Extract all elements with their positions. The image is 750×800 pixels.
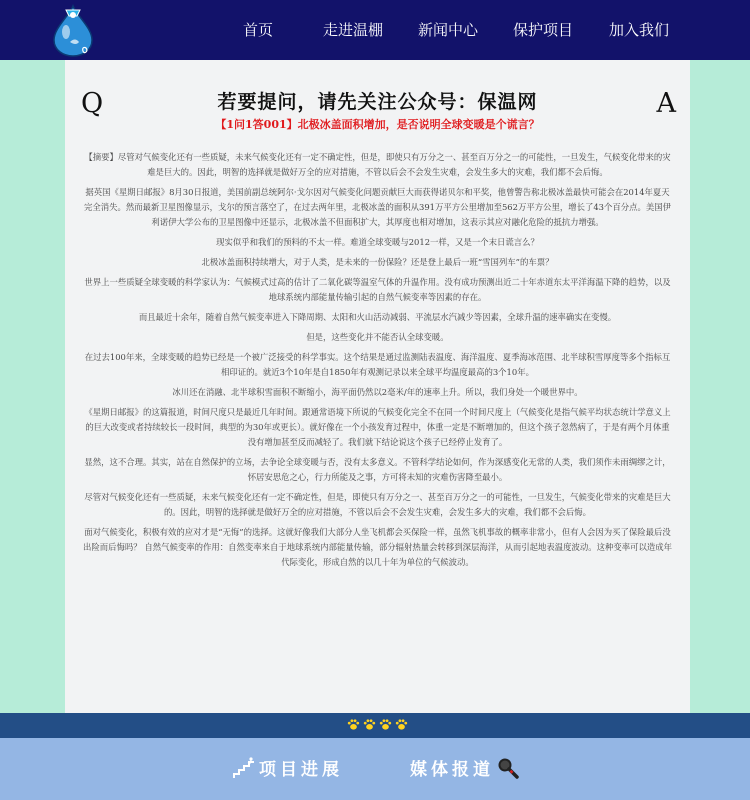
nav-item-projects[interactable]: 保护项目: [513, 21, 574, 39]
article-body: [83, 150, 672, 575]
article-paragraph: 但是，这些变化并不能否认全球变暖。: [306, 332, 449, 342]
article-paragraph: 冰川还在消融、北半球积雪面积不断缩小，海平面仍然以2毫米/年的速率上升。所以，我们身处一个暖世界中。: [172, 387, 583, 397]
logo-drop-icon[interactable]: [50, 2, 96, 58]
project-progress-label: 项目进展: [259, 760, 343, 780]
page-title: 若要提问，请先关注公众号：保温网: [217, 91, 538, 113]
article-paragraph: 显然，这不合理。其实，站在自然保护的立场，去争论全球变暖与否，没有太多意义。不管科学结论如何，作为深感变化无常的人类，我们须作未雨绸缪之计，怀居安思危之心，行力所能及之事，方可将未知的灾难伤害降至最小。: [84, 457, 671, 482]
media-report-label: 媒体报道: [410, 760, 494, 780]
paw-icon: [379, 718, 392, 731]
bottom-links: [0, 738, 750, 800]
article-paragraph: 尽管对气候变化还有一些质疑，未来气候变化还有一定不确定性，但是，即使只有万分之一、甚至百万分之一的可能性，一旦发生，气候变化带来的灾难是巨大的。因此，明智的选择就是做好万全的应对措施，不管以后会不会发生灾难，会发生多大的灾难，我们都不会后悔。: [84, 492, 671, 517]
paw-decoration: [347, 718, 408, 732]
article-paragraph: 面对气候变化，积极有效的应对才是“无悔”的选择。这就好像我们大部分人坐飞机都会买保险一样，虽然飞机事故的概率非常小，但有人会因为买了保险最后没出险而后悔吗？ 自然气候变率的作用：自然变率来自于地球系统内部能量传输，部分辐射热量会转移到深层海洋，从而引起地表温度波动。这种变率可以造成年代际变化，形成自然的以几十年为单位的气候波动。: [83, 527, 672, 567]
article-paragraph: 北极冰盖面积持续增大，对于人类，是未来的一份保险？还是登上最后一班“雪国列车”的车票？: [201, 257, 554, 267]
article-paragraph: 世界上一些质疑全球变暖的科学家认为：气候模式过高的估计了二氧化碳等温室气体的升温作用。没有成功预测出近二十年赤道东太平洋海温下降的趋势，以及地球系统内部能量传输引起的自然气候变率等因素的存在。: [84, 277, 671, 302]
article-paragraph: 《星期日邮报》的这篇报道，时间尺度只是最近几年时间。跟通常语境下所说的气候变化完全不在同一个时间尺度上（气候变化是指气候平均状态统计学意义上的巨大改变或者持续较长一段时间，典型的为30年或更长）。就好像在一个小孩发育过程中，体重一定是不断增加的，但这个孩子忽然病了，于是有两个月体重没有增加甚至反而减轻了。我们就下结论说这个孩子已经停止发育了。: [84, 407, 671, 447]
top-navigation: [0, 0, 750, 60]
article-paragraph: 而且最近十余年，随着自然气候变率进入下降周期、太阳和火山活动减弱、平流层水汽减少等因素，全球升温的速率确实在变慢。: [138, 312, 617, 322]
article-paragraph: 在过去100年来，全球变暖的趋势已经是一个被广泛接受的科学事实。这个结果是通过监测陆表温度、海洋温度、夏季海冰范围、北半球积雪厚度等多个指标互相印证的。就近3个10年是自1850年有观测记录以来全球平均温度最高的3个10年。: [84, 352, 671, 377]
project-progress-link[interactable]: [232, 755, 343, 780]
stairs-icon: [232, 756, 256, 780]
paw-icon: [363, 718, 376, 731]
nav-item-greenhouse[interactable]: 走进温棚: [323, 21, 384, 39]
media-report-link[interactable]: [410, 755, 520, 780]
nav-item-news[interactable]: 新闻中心: [418, 21, 479, 39]
nav-item-join-us[interactable]: 加入我们: [609, 21, 670, 39]
paw-icon: [347, 718, 360, 731]
answer-mark: A: [656, 88, 676, 119]
main-content: [65, 60, 690, 713]
page-subtitle: 【1问1答001】北极冰盖面积增加，是否说明全球变暖是个谎言？: [215, 118, 540, 131]
article-paragraph: 现实似乎和我们的预料的不太一样。难道全球变暖与2012一样，又是一个末日谎言么？: [216, 237, 539, 247]
paw-icon: [395, 718, 408, 731]
divider-bar: [0, 713, 750, 738]
microphone-icon: [496, 756, 520, 780]
question-mark: Q: [81, 88, 104, 119]
article-paragraph: 【摘要】尽管对气候变化还有一些质疑，未来气候变化还有一定不确定性，但是，即使只有万分之一、甚至百万分之一的可能性，一旦发生，气候变化带来的灾难是巨大的。因此，明智的选择就是做好万全的应对措施，不管以后会不会发生灾难，会发生多大的灾难，我们都不会后悔。: [84, 152, 671, 177]
nav-item-home[interactable]: 首页: [243, 21, 274, 39]
article-paragraph: 据英国《星期日邮报》8月30日报道，美国前副总统阿尔·戈尔因对气候变化问题贡献巨大而获得诺贝尔和平奖，他曾警告称北极冰盖最快可能会在2014年夏天完全消失。然而最新卫星图像显示，戈尔的预言落空了，在过去两年里，北极冰盖的面积从391万平方公里增加至562万平方公里，增长了43个百分点。美国伊利诺伊大学公布的卫星图像中还显示，北极冰盖不但面积扩大，其厚度也相对增加，这表示其应对融化危险的抵抗力增强。: [84, 187, 671, 227]
